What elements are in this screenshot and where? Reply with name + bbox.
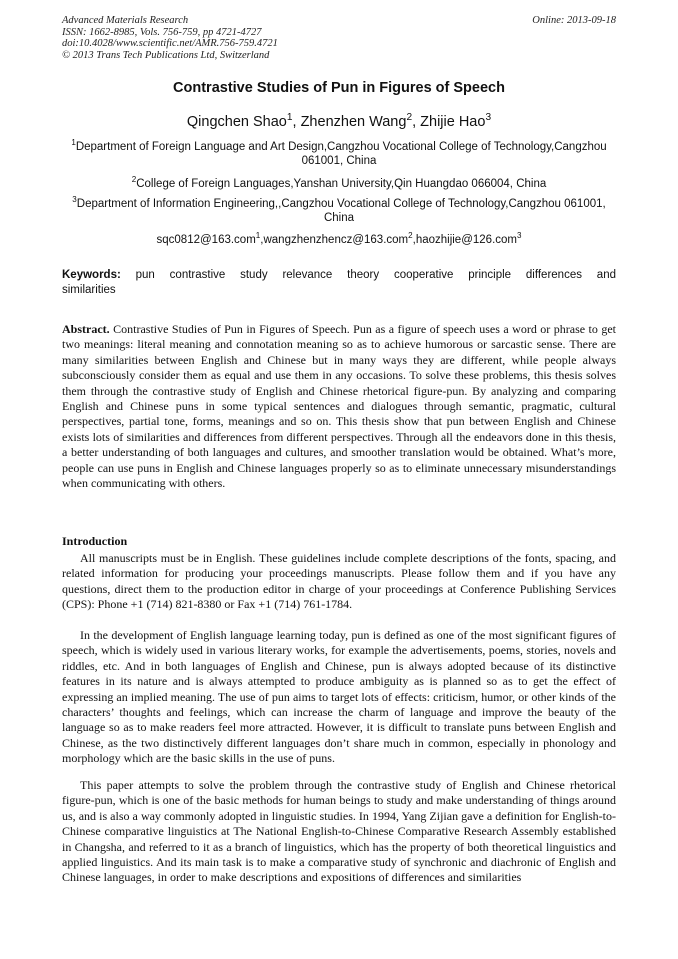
intro-paragraph-2: In the development of English language learning today, pun is defined as one of the most significant figures of speech, which is widely used in various literary works, for example the advertisements, poems, stories, novels and riddles, etc. And in both languages of English and Chinese, pun is always adopted because of its distinctive features in its nature and is always attempted to produce ambiguity as is planned so as to get the effect of expressing an implied meaning. The use of pun aims to target lots of effects: criticism, humor, or other kinds of the characters’ thoughts and feelings, which can increase the charm of language and improve the beauty of the language so as to make readers feel more attracted. However, it is difficult to translate puns between English and Chinese, as the two distinctively different languages don’t share much in common, especially in phonology and morphology which are the basic skills in the use of puns. bbox=[62, 628, 616, 766]
author-name: Zhenzhen Wang bbox=[300, 114, 407, 130]
affiliation-mark: 2 bbox=[131, 175, 137, 185]
email-address: wangzhenzhencz@163.com bbox=[263, 234, 409, 246]
affiliation-1 bbox=[70, 140, 608, 168]
author-name: Qingchen Shao bbox=[186, 114, 287, 130]
author-affiliation-mark: 1 bbox=[286, 112, 293, 124]
author-affiliation-mark: 2 bbox=[406, 112, 413, 124]
affiliation-2 bbox=[70, 177, 608, 191]
email-mark: 1 bbox=[255, 231, 261, 241]
author-separator: , bbox=[292, 114, 301, 130]
affiliation-3 bbox=[70, 197, 608, 225]
email-mark: 3 bbox=[517, 231, 522, 241]
affiliation-text: College of Foreign Languages,Yanshan University,Qin Huangdao 066004, China bbox=[136, 178, 547, 190]
abstract-text: Contrastive Studies of Pun in Figures of Speech. Pun as a figure of speech uses a word or phrase to get two meanings: literal meaning and connotation meaning so as to achieve humorous or sarcastic sense. There are many similarities between English and Chinese but in many ways they are different, while people always subconsciously consider them as equal and use them in any occasions. To solve these problems, this thesis solves them through the contrastive study of English and Chinese rhetorical figure-pun. By analyzing and comparing English and Chinese puns in some typical sentences and dialogues through semantic, pragmatic, cultural perspectives, partial tone, forms, meanings and so on. This thesis show that pun between English and Chinese exists lots of similarities and differences from different perspectives. Through all the endeavors done in this thesis, a better understanding of both languages and cultures, and smoother translation would be obtained. What’s more, people can use puns in English and Chinese languages properly so as to eliminate unnecessary misunderstandings when communicating with others. bbox=[62, 322, 616, 491]
affiliation-text: Department of Information Engineering,,Cangzhou Vocational College of Technology,Cangzhou 061001, China bbox=[76, 198, 606, 224]
paper-title: Contrastive Studies of Pun in Figures of Speech bbox=[173, 80, 505, 96]
email-separator: , bbox=[412, 234, 416, 246]
doi-line: doi:10.4028/www.scientific.net/AMR.756-759.4721 bbox=[62, 38, 278, 49]
intro-paragraph-1: All manuscripts must be in English. These guidelines include complete descriptions of the fonts, spacing, and related information for producing your proceedings manuscripts. Please follow them and if you have any questions, direct them to the production editor in charge of your proceedings at Conference Publishing Services (CPS): Phone +1 (714) 821-8380 or Fax +1 (714) 761-1784. bbox=[62, 551, 616, 612]
email-address: sqc0812@163.com bbox=[156, 234, 256, 246]
email-address: haozhijie@126.com bbox=[415, 234, 517, 246]
affiliation-text: Department of Foreign Language and Art Design,Cangzhou Vocational College of Technology,Cangzhou 061001, China bbox=[75, 141, 607, 167]
online-date: Online: 2013-09-18 bbox=[532, 15, 616, 26]
email-list bbox=[62, 231, 616, 246]
abstract-label: Abstract. bbox=[62, 322, 110, 336]
keywords-label: Keywords: bbox=[62, 269, 121, 281]
affiliation-mark: 3 bbox=[72, 195, 77, 205]
intro-paragraph-3: This paper attempts to solve the problem through the contrastive study of English and Chinese rhetorical figure-pun, which is one of the basic methods for human beings to study and make understanding of things around us, and is also a way commonly adopted in linguistic studies. In 1994, Yang Zijian gave a definition for English-to-Chinese comparative linguistics at The National English-to-Chinese Comparative Research Assembly established in Changsha, and referred to it as a branch of linguistics, which has the property of both theoretical linguistics and applied linguistics. And its main task is to make a comparative study of synchronic and diachronic of English and Chinese languages, in order to make descriptions and expositions of differences and similarities bbox=[62, 778, 616, 885]
keywords-text: pun contrastive study relevance theory cooperative principle differences and similarities bbox=[62, 269, 616, 296]
journal-name: Advanced Materials Research bbox=[62, 15, 189, 26]
email-mark: 2 bbox=[408, 231, 413, 241]
author-list bbox=[62, 114, 616, 130]
keywords-block bbox=[62, 268, 616, 298]
author-name: Zhijie Hao bbox=[420, 114, 486, 130]
issn-line: ISSN: 1662-8985, Vols. 756-759, pp 4721-4727 bbox=[62, 26, 262, 38]
email-separator: , bbox=[260, 234, 264, 246]
copyright-line: © 2013 Trans Tech Publications Ltd, Switzerland bbox=[62, 49, 270, 61]
affiliation-mark: 1 bbox=[71, 138, 76, 148]
introduction-heading: Introduction bbox=[62, 534, 128, 548]
journal-header bbox=[62, 15, 616, 61]
abstract-block bbox=[62, 322, 616, 491]
author-affiliation-mark: 3 bbox=[485, 112, 492, 124]
author-separator: , bbox=[412, 114, 421, 130]
